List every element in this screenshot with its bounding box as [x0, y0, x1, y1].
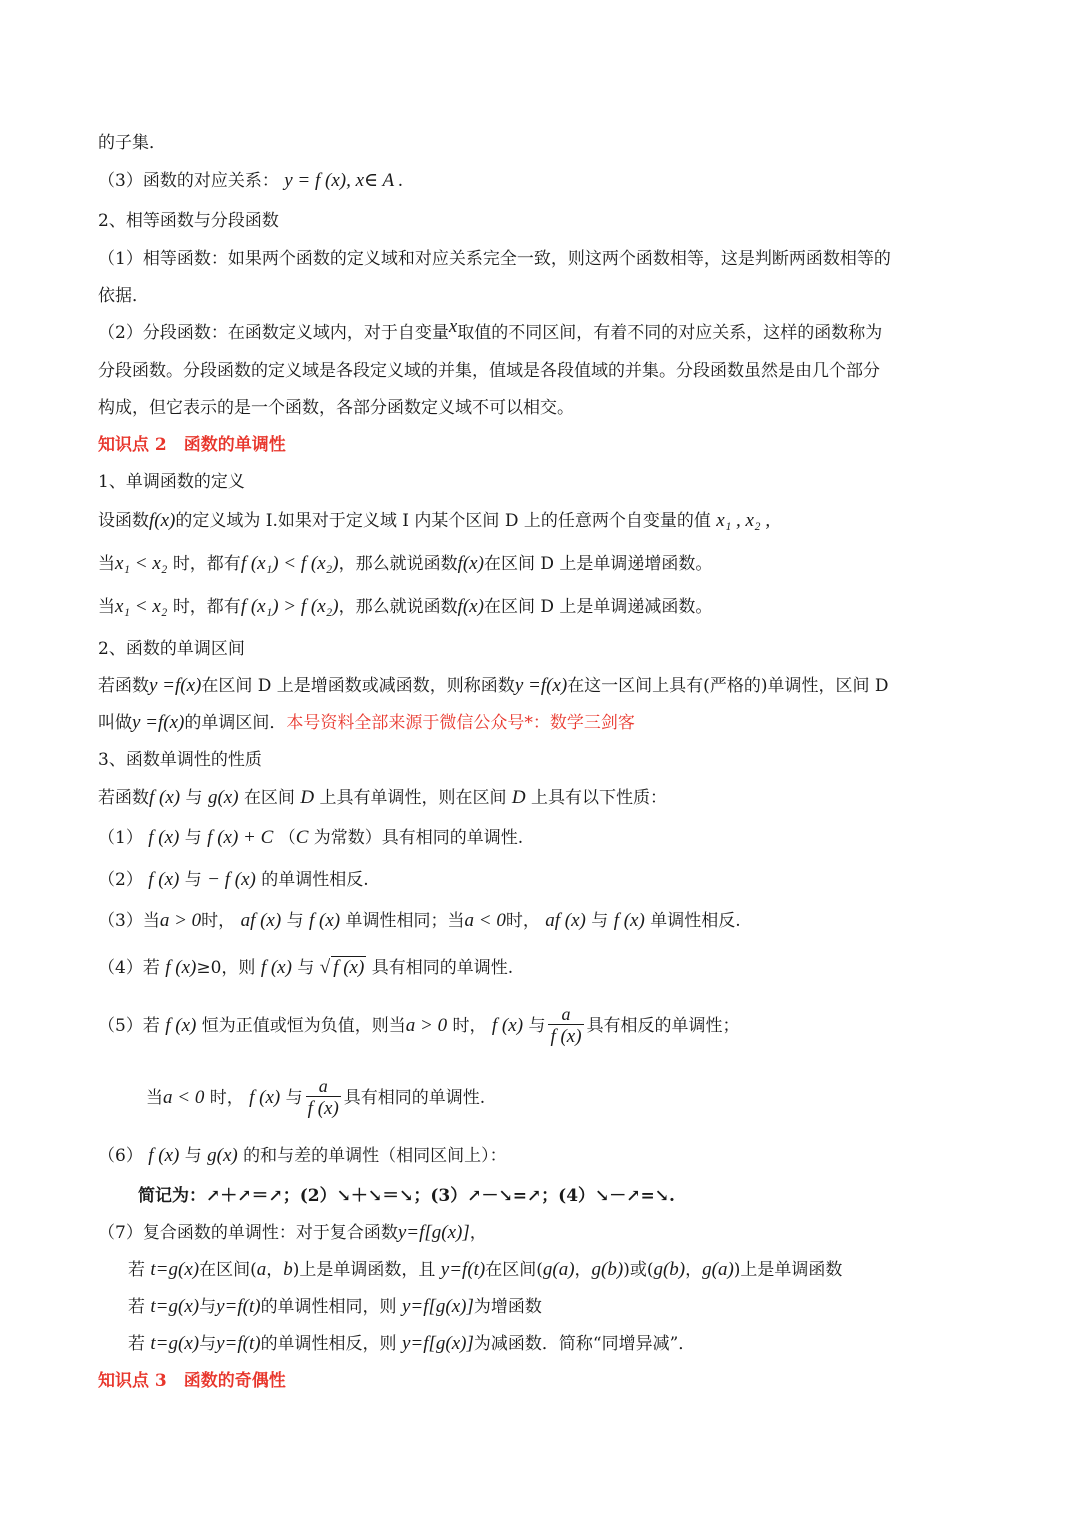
text-line [128, 1259, 842, 1281]
text: 3、函数单调性的性质 [98, 750, 262, 770]
text: 恒为正值或恒为负值，则当 [201, 1016, 406, 1036]
text: 当 [98, 597, 115, 617]
text: 若函数 [98, 676, 149, 696]
math: D [511, 787, 526, 808]
math: y =f(x) [132, 712, 185, 733]
text: ， [685, 1260, 703, 1280]
math: t=g(x) [150, 1259, 200, 1280]
property-1 [98, 827, 523, 849]
text: 构成，但它表示的是一个函数，各部分函数定义域不可以相交。 [98, 398, 574, 418]
text: 时，都有 [172, 597, 241, 617]
text: 与 [591, 911, 609, 931]
text: 若 [128, 1334, 145, 1354]
math: f (x) [613, 910, 645, 931]
text: （4）若 [98, 958, 160, 978]
math: f (x) [148, 869, 180, 890]
text: 具有相同的单调性. [343, 1088, 486, 1108]
text: ， [266, 1260, 284, 1280]
text: （5）若 [98, 1016, 160, 1036]
fraction [548, 1004, 583, 1049]
radical-sign: √ [319, 957, 331, 978]
text: 单调性相同；当 [345, 911, 465, 931]
math: g(x) [207, 787, 239, 808]
property-5-cont [146, 1074, 485, 1122]
text: 当 [146, 1088, 163, 1108]
text-line [98, 675, 889, 697]
text: 与 [297, 958, 315, 978]
math: a < 0 [163, 1087, 205, 1108]
math: t=g(x) [150, 1296, 200, 1317]
text: 若 [128, 1260, 145, 1280]
text: 与 [199, 1297, 217, 1317]
math: a < 0 [464, 910, 506, 931]
math: y=f(t) [440, 1259, 486, 1280]
text: （1）相等函数：如果两个函数的定义域和对应关系完全一致，则这两个函数相等，这是判断两函数相等的 [98, 249, 891, 269]
math: t=g(x) [150, 1333, 200, 1354]
text: 在区间( [485, 1260, 543, 1280]
text: 为增函数 [473, 1297, 542, 1317]
text-line [98, 360, 880, 382]
text: ， [469, 1223, 487, 1243]
denominator: f (x) [307, 1098, 339, 1119]
text: 与 [184, 828, 202, 848]
math: g(a) [542, 1259, 575, 1280]
math: y=f[g(x)] [401, 1333, 474, 1354]
text: )上是单调函数 [733, 1260, 843, 1280]
text: 上具有以下性质： [531, 788, 668, 808]
text: 时， [452, 1016, 487, 1036]
section-heading-2 [98, 434, 286, 456]
text-line [98, 510, 770, 532]
text: ， [574, 1260, 592, 1280]
math: y =f(x) [514, 675, 568, 696]
heading: 知识点 2 函数的单调性 [98, 435, 286, 455]
math: y =f(x) [149, 675, 202, 696]
text: 的子集． [98, 133, 166, 153]
text: 在区间 D 上是单调递减函数。 [483, 597, 713, 617]
math: x [448, 316, 458, 337]
text: )或( [623, 1260, 654, 1280]
math: af (x) [240, 910, 282, 931]
math: f(x) [457, 553, 484, 574]
text: （2）分段函数：在函数定义域内，对于自变量 [98, 323, 449, 343]
text-line [98, 285, 149, 307]
text: 若函数 [98, 788, 149, 808]
text-line [98, 248, 891, 270]
text-line [98, 397, 574, 419]
text: 时， [209, 1088, 244, 1108]
math: af (x) [545, 910, 586, 931]
math: g(x) [207, 1145, 238, 1166]
text: 为常数）具有相同的单调性. [313, 828, 524, 848]
numerator: a [561, 1004, 571, 1024]
fraction [306, 1076, 341, 1121]
text: 与 [286, 911, 304, 931]
math: x₁ < x₂ [115, 553, 168, 574]
text: 简记为：↗＋↗＝↗；(2）↘＋↘＝↘；(3）↗－↘=↗；(4）↘－↗=↘. [138, 1186, 675, 1206]
math: f (x) [260, 957, 292, 978]
math: x₁ < x₂ [115, 596, 168, 617]
subheading [98, 210, 279, 232]
math: g(b) [653, 1259, 686, 1280]
math: x₁ , x₂ , [716, 510, 771, 531]
math: f (x) [148, 827, 180, 848]
text: （1） [98, 828, 143, 848]
text: 在区间 D 上是增函数或减函数，则称函数 [201, 676, 515, 696]
text: 在区间( [199, 1260, 257, 1280]
text: 2、相等函数与分段函数 [98, 211, 279, 231]
subheading [98, 749, 262, 771]
text: 的单调性相同，则 [260, 1297, 397, 1317]
text-line [98, 712, 635, 734]
text: 时， [505, 911, 540, 931]
text: （3）当 [98, 911, 160, 931]
text: 的单调性相反. [261, 870, 369, 890]
text: 当 [98, 554, 115, 574]
text: 的和与差的单调性（相同区间上）： [243, 1146, 507, 1166]
radicand: f (x) [333, 957, 365, 978]
text: 时， [201, 911, 236, 931]
text: ，那么就说函数 [338, 554, 458, 574]
property-2 [98, 869, 369, 891]
text-line [128, 1333, 695, 1355]
text: 取值的不同区间，有着不同的对应关系，这样的函数称为 [457, 323, 883, 343]
text-line [98, 596, 712, 618]
text: 在这一区间上具有(严格的)单调性，区间 D [567, 676, 889, 696]
property-6 [98, 1145, 507, 1167]
numerator: a [318, 1076, 328, 1096]
text: 1、单调函数的定义 [98, 472, 245, 492]
text-line [98, 170, 403, 192]
property-4 [98, 956, 513, 979]
subheading [98, 471, 245, 493]
text: ≥0，则 [196, 958, 256, 978]
math: f (x) [149, 787, 181, 808]
math: f (x) [491, 1015, 524, 1036]
text: )上是单调函数，且 [292, 1260, 436, 1280]
text: （6） [98, 1146, 143, 1166]
section-heading-3 [98, 1370, 286, 1392]
text: 在区间 D 上是单调递增函数。 [483, 554, 713, 574]
text-line [98, 316, 883, 344]
property-5 [98, 1002, 740, 1050]
text: 依据． [98, 286, 149, 306]
subheading [98, 638, 245, 660]
math: y=f(t) [216, 1296, 261, 1317]
text: 的单调性相反，则 [260, 1334, 397, 1354]
source-notice: 本号资料全部来源于微信公众号*：数学三剑客 [286, 713, 635, 733]
math: C [295, 827, 309, 848]
text: 具有相同的单调性. [371, 958, 514, 978]
math: − f (x) [207, 869, 256, 890]
math: f (x) + C [207, 827, 274, 848]
math: f (x) [165, 1015, 197, 1036]
math: f(x) [149, 510, 176, 531]
text: ，那么就说函数 [338, 597, 458, 617]
math: f (x) [165, 957, 197, 978]
text: （ [278, 828, 296, 848]
text-line [98, 553, 712, 575]
text: 的定义域为 I.如果对于定义域 I 内某个区间 D 上的任意两个自变量的值 [175, 511, 711, 531]
text: 上具有单调性，则在区间 [319, 788, 507, 808]
text: 若 [128, 1297, 145, 1317]
math: y = f (x), x∈ A . [284, 170, 404, 191]
sqrt-expression [320, 956, 367, 979]
text-line [98, 787, 667, 809]
math: f (x₁) > f (x₂) [240, 596, 339, 617]
property-3 [98, 910, 741, 932]
text: 的单调区间． [184, 713, 287, 733]
text: 为减函数．简称“同增异减”． [473, 1334, 696, 1354]
text: （2） [98, 870, 143, 890]
math: D [300, 787, 315, 808]
text: 具有相反的单调性； [586, 1016, 740, 1036]
summary-line [138, 1185, 675, 1207]
denominator: f (x) [550, 1026, 582, 1047]
text: 时，都有 [172, 554, 241, 574]
text: 单调性相反. [650, 911, 741, 931]
text: 与 [184, 1146, 202, 1166]
math: y=f[g(x)] [401, 1296, 474, 1317]
text: 在区间 [243, 788, 295, 808]
text: 分段函数。分段函数的定义域是各段定义域的并集，值域是各段值域的并集。分段函数虽然是由几个部分 [98, 361, 880, 381]
text: （7）复合函数的单调性：对于复合函数 [98, 1223, 398, 1243]
text: 与 [285, 1088, 303, 1108]
math: f (x) [249, 1087, 281, 1108]
text-line [128, 1296, 542, 1318]
text: （3）函数的对应关系： [98, 171, 279, 191]
heading: 知识点 3 函数的奇偶性 [98, 1371, 286, 1391]
math: a > 0 [159, 910, 202, 931]
text: 设函数 [98, 511, 149, 531]
text: 与 [184, 870, 202, 890]
math: f (x) [148, 1145, 180, 1166]
text-line [98, 132, 166, 154]
math: g(a) [702, 1259, 734, 1280]
text: 2、函数的单调区间 [98, 639, 245, 659]
math: g(b) [591, 1259, 624, 1280]
text: 与 [199, 1334, 217, 1354]
math: f(x) [457, 596, 484, 617]
math: f (x₁) < f (x₂) [240, 553, 339, 574]
text: 叫做 [98, 713, 132, 733]
property-7 [98, 1222, 487, 1244]
math: a > 0 [405, 1015, 448, 1036]
math: y=f(t) [216, 1333, 261, 1354]
math: f (x) [309, 910, 341, 931]
text: 与 [185, 788, 203, 808]
text: 与 [528, 1016, 546, 1036]
math: a [256, 1259, 267, 1280]
math: y=f[g(x)] [397, 1222, 470, 1243]
math: b [283, 1259, 293, 1280]
